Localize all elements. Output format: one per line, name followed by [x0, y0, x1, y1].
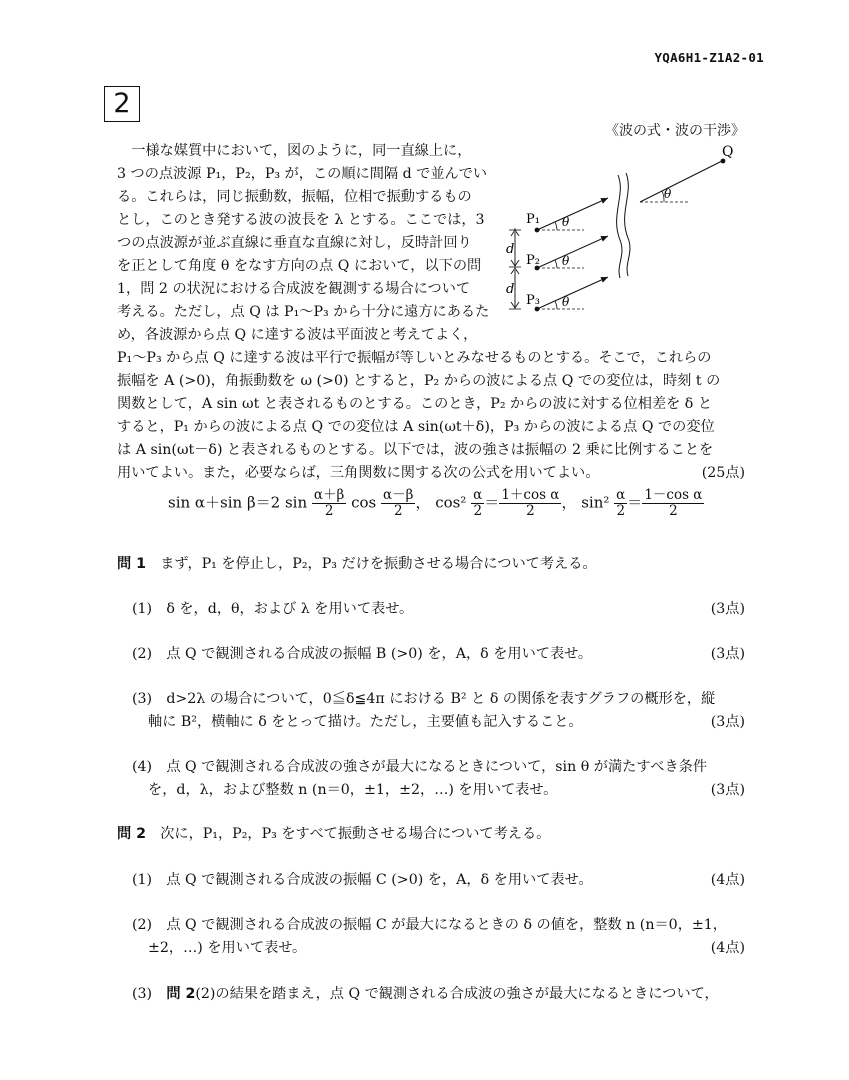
item-ref-heading: 問 2: [166, 986, 196, 1002]
distance-break-line-2: [625, 173, 630, 276]
ray-to-q: [640, 161, 722, 202]
intro-line: 振幅を A (>0)，角振動数を ω (>0) とすると，P₂ からの波による点 Q での変位は，時刻 t の: [117, 373, 721, 389]
item-text: (2)の結果を踏まえ，点 Q で観測される合成波の強さが最大になるときについて，: [195, 986, 719, 1002]
q2-heading: 問 2: [117, 826, 146, 842]
intro-line: 用いてよい。また，必要ならば，三角関数に関する次の公式を用いてよい。: [117, 465, 600, 481]
item-number: (3): [132, 986, 153, 1002]
q1-item-2-points: (3点): [710, 646, 745, 662]
q2-item-1: [132, 869, 593, 889]
separator: ，: [415, 493, 431, 512]
intro-line: 一様な媒質中において，図のように，同一直線上に，: [117, 143, 472, 159]
intro-line: すると，P₁ からの波による点 Q での変位は A sin(ωt＋δ)，P₃ からの波による点 Q での変位: [117, 419, 715, 435]
intro-line: は A sin(ωt－δ) と表されるものとする。以下では，波の強さは振幅の 2 乗に比例することを: [117, 442, 714, 458]
item-text: 点 Q で観測される合成波の振幅 C (>0) を，A，δ を用いて表せ。: [166, 872, 593, 888]
q1-item-4-line2: を，d，λ，および整数 n (n＝0，±1，±2，…) を用いて表せ。: [148, 782, 558, 798]
spacing-label-1: d: [506, 242, 515, 257]
angle-label-q: θ: [664, 187, 672, 201]
q1-item-4: [132, 756, 707, 776]
formula-sum-left: sin α＋sin β＝2 sin: [168, 493, 308, 512]
item-text: d>2λ の場合について，0≦δ≦4π における B² と δ の関係を表すグラフの概形を，縦: [166, 691, 716, 707]
item-number: (1): [132, 872, 153, 888]
q1-item-3-points: (3点): [710, 714, 745, 730]
trig-formulas: [168, 488, 704, 519]
formula-cos-squared: cos²: [435, 493, 472, 512]
q2-item-2-points: (4点): [710, 940, 745, 956]
q1-item-2: [132, 643, 592, 663]
intro-line: つの点波源が並ぶ直線に垂直な直線に対し，反時計回り: [117, 235, 472, 251]
wave-ray-p2: [537, 236, 608, 268]
wave-sources-figure: [500, 140, 760, 325]
intro-line: 1，問 2 の状況における合成波を観測する場合について: [117, 281, 471, 297]
intro-line: 3 つの点波源 P₁，P₂，P₃ が，この順に間隔 d で並んでい: [117, 166, 488, 182]
q2-item-2-line2: ±2，…) を用いて表せ。: [148, 940, 307, 956]
item-text: δ を，d，θ，および λ を用いて表せ。: [166, 601, 414, 617]
angle-label-p3: θ: [562, 295, 570, 309]
spacing-label-2: d: [506, 282, 515, 297]
q2-intro: [117, 823, 550, 843]
q2-item-3: [132, 983, 719, 1003]
q1-intro: [117, 553, 597, 573]
fraction: $\frac{\text{1－cos α}}{2}$: [644, 487, 703, 519]
exam-code: YQA6H1-Z1A2-01: [654, 50, 764, 65]
intro-line: 関数として，A sin ωt と表されるものとする。このとき，P₂ からの波に対する位相差を δ と: [117, 396, 713, 412]
q2-text: 次に，P₁，P₂，P₃ をすべて振動させる場合について考える。: [160, 826, 551, 842]
q1-item-4-points: (3点): [710, 782, 745, 798]
distance-break-line-1: [617, 175, 622, 278]
q1-item-3-line2: 軸に B²，横軸に δ をとって描け。ただし，主要値も記入すること。: [148, 714, 583, 730]
fraction: $\frac{\alpha}{2}$: [616, 487, 626, 519]
wave-ray-p1: [537, 198, 608, 230]
topic-label: 《波の式・波の干渉》: [605, 123, 745, 139]
q1-heading: 問 1: [117, 556, 146, 572]
source-p1-label: P₁: [526, 212, 540, 227]
q2-item-2: [132, 914, 727, 934]
fraction: $\frac{\alpha-\beta}{2}$: [383, 487, 414, 519]
wave-ray-p3: [537, 277, 608, 309]
q1-item-3: [132, 688, 715, 708]
q1-item-1-points: (3点): [710, 601, 745, 617]
angle-label-p1: θ: [562, 215, 570, 229]
equals: ＝: [627, 493, 643, 512]
item-number: (3): [132, 691, 153, 707]
item-text: 点 Q で観測される合成波の振幅 B (>0) を，A，δ を用いて表せ。: [166, 646, 593, 662]
intro-line: を正として角度 θ をなす方向の点 Q において，以下の問: [117, 258, 482, 274]
intro-line: 考える。ただし，点 Q は P₁〜P₃ から十分に遠方にあるた: [117, 304, 490, 320]
item-number: (2): [132, 917, 153, 933]
q1-item-1: [132, 598, 413, 618]
q1-text: まず，P₁ を停止し，P₂，P₃ だけを振動させる場合について考える。: [160, 556, 597, 572]
intro-points: (25点): [701, 465, 745, 481]
fraction: $\frac{\alpha+\beta}{2}$: [313, 487, 345, 519]
item-text: 点 Q で観測される合成波の振幅 C が最大になるときの δ の値を，整数 n (n＝0，±1，: [166, 917, 727, 933]
formula-sin-squared: sin²: [581, 493, 615, 512]
question-number-box: 2: [104, 86, 140, 122]
intro-line: る。これらは，同じ振動数，振幅，位相で振動するもの: [117, 189, 472, 205]
angle-label-p2: θ: [562, 254, 570, 268]
source-p3-label: P₃: [526, 293, 540, 308]
fraction: $\frac{\text{1＋cos α}}{2}$: [501, 487, 560, 519]
item-text: 点 Q で観測される合成波の強さが最大になるときについて，sin θ が満たすべき条件: [166, 759, 708, 775]
q2-item-1-points: (4点): [710, 872, 745, 888]
item-number: (2): [132, 646, 153, 662]
separator: ，: [561, 493, 577, 512]
point-q-label: Q: [722, 144, 734, 160]
item-number: (4): [132, 759, 153, 775]
formula-cos: cos: [351, 493, 377, 512]
fraction: $\frac{\alpha}{2}$: [473, 487, 483, 519]
item-number: (1): [132, 601, 153, 617]
equals: ＝: [484, 493, 500, 512]
source-p2-label: P₂: [526, 253, 540, 268]
intro-line: め，各波源から点 Q に達する波は平面波と考えてよく，: [117, 327, 478, 343]
intro-line: P₁〜P₃ から点 Q に達する波は平行で振幅が等しいとみなせるものとする。そこで，これらの: [117, 350, 712, 366]
intro-line: とし，このとき発する波の波長を λ とする。ここでは，3: [117, 212, 485, 228]
